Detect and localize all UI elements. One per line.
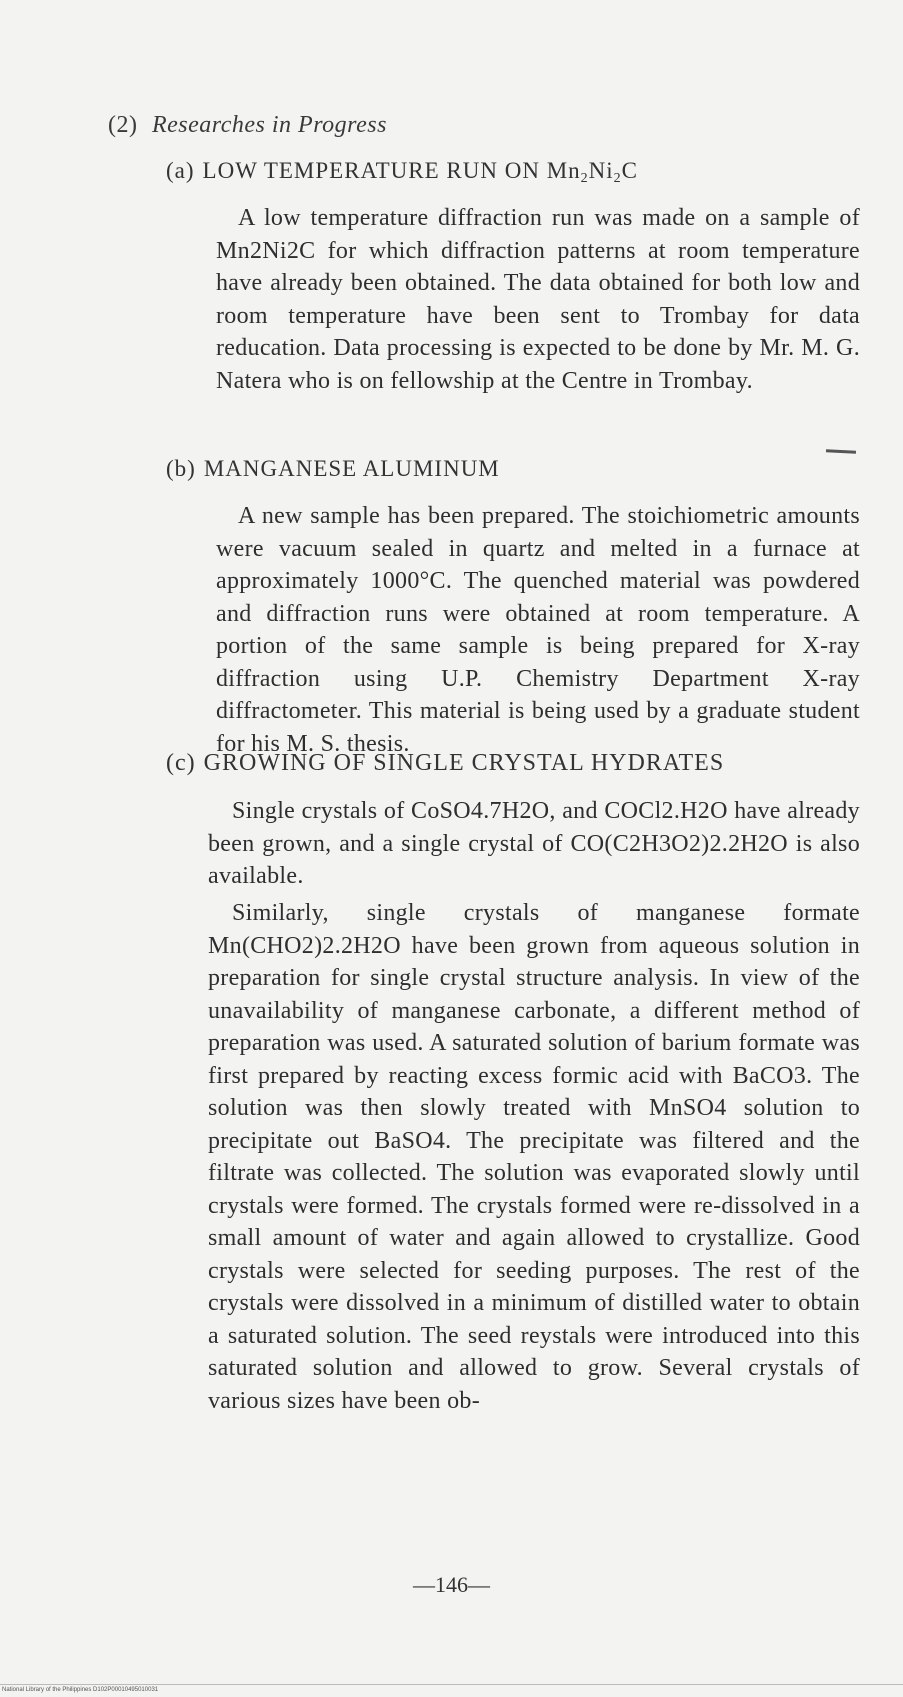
subsection-a-text: A low temperature diffraction run was made on a sample of Mn2Ni2C for which diffraction patterns at room temperature have already been obtained. The data obtained for both low and room temperature have been sent to Trombay for data reducation. Data processing is expected to be done by Mr. M. G. Natera who is on fellowship at the Centre in Trombay. bbox=[216, 205, 860, 394]
subsection-b-label: (b) bbox=[166, 456, 196, 481]
subsection-a-heading: (a) LOW TEMPERATURE RUN ON $Mn_2Ni_2C$ bbox=[166, 158, 638, 186]
subsection-a-label: (a) bbox=[166, 158, 195, 183]
subsection-c-label: (c) bbox=[166, 750, 196, 776]
subsection-b-title: MANGANESE ALUMINUM bbox=[203, 456, 500, 481]
subsection-a-paragraph bbox=[216, 202, 860, 397]
page-number: —146— bbox=[413, 1572, 490, 1597]
subsection-c-paragraph-2 bbox=[208, 897, 860, 1417]
subsection-c-heading bbox=[166, 750, 724, 777]
subsection-b-paragraph bbox=[216, 500, 860, 760]
subsection-c-paragraph-1 bbox=[208, 795, 860, 893]
section-heading bbox=[108, 112, 387, 139]
footer-divider bbox=[0, 1684, 903, 1685]
subsection-c-text-2: Similarly, single crystals of manganese formate Mn(CHO2)2.2H2O have been grown from aqueous solution in preparation for single crystal structure analysis. In view of the unavailability of manganese carbonate, a different method of preparation was used. A saturated solution of barium formate was first prepared by reacting excess formic acid with BaCO3. The solution was then slowly treated with MnSO4 solution to precipitate out BaSO4. The precipitate was filtered and the filtrate was collected. The solution was evaporated slowly until crystals were formed. The crystals formed were re-dissolved in a small amount of water and again allowed to crystallize. Good crystals were selected for seeding purposes. The rest of the crystals were dissolved in a minimum of distilled water to obtain a saturated solution. The seed reystals were introduced into this saturated solution and allowed to grow. Several crystals of various sizes have been ob- bbox=[208, 900, 860, 1414]
subsection-b-text: A new sample has been prepared. The stoichiometric amounts were vacuum sealed in quartz and melted in a furnace at approximately 1000°C. The quenched material was powdered and diffraction runs were obtained at room temperature. A portion of the same sample is being prepared for X-ray diffraction using U.P. Chemistry Department X-ray diffractometer. This material is being used by a graduate student for his M. S. thesis. bbox=[216, 503, 860, 757]
footer-text: National Library of the Philippines D102P00010495010031 bbox=[2, 1687, 159, 1693]
subsection-c-text-1: Single crystals of CoSO4.7H2O, and COCl2.H2O have already been grown, and a single crystal of CO(C2H3O2)2.2H2O is also available. bbox=[208, 798, 860, 889]
subsection-c-title: GROWING OF SINGLE CRYSTAL HYDRATES bbox=[203, 750, 725, 776]
pen-mark bbox=[826, 449, 856, 454]
section-number: (2) bbox=[108, 112, 138, 138]
subsection-b-heading bbox=[166, 456, 500, 482]
section-title: Researches in Progress bbox=[151, 112, 387, 138]
